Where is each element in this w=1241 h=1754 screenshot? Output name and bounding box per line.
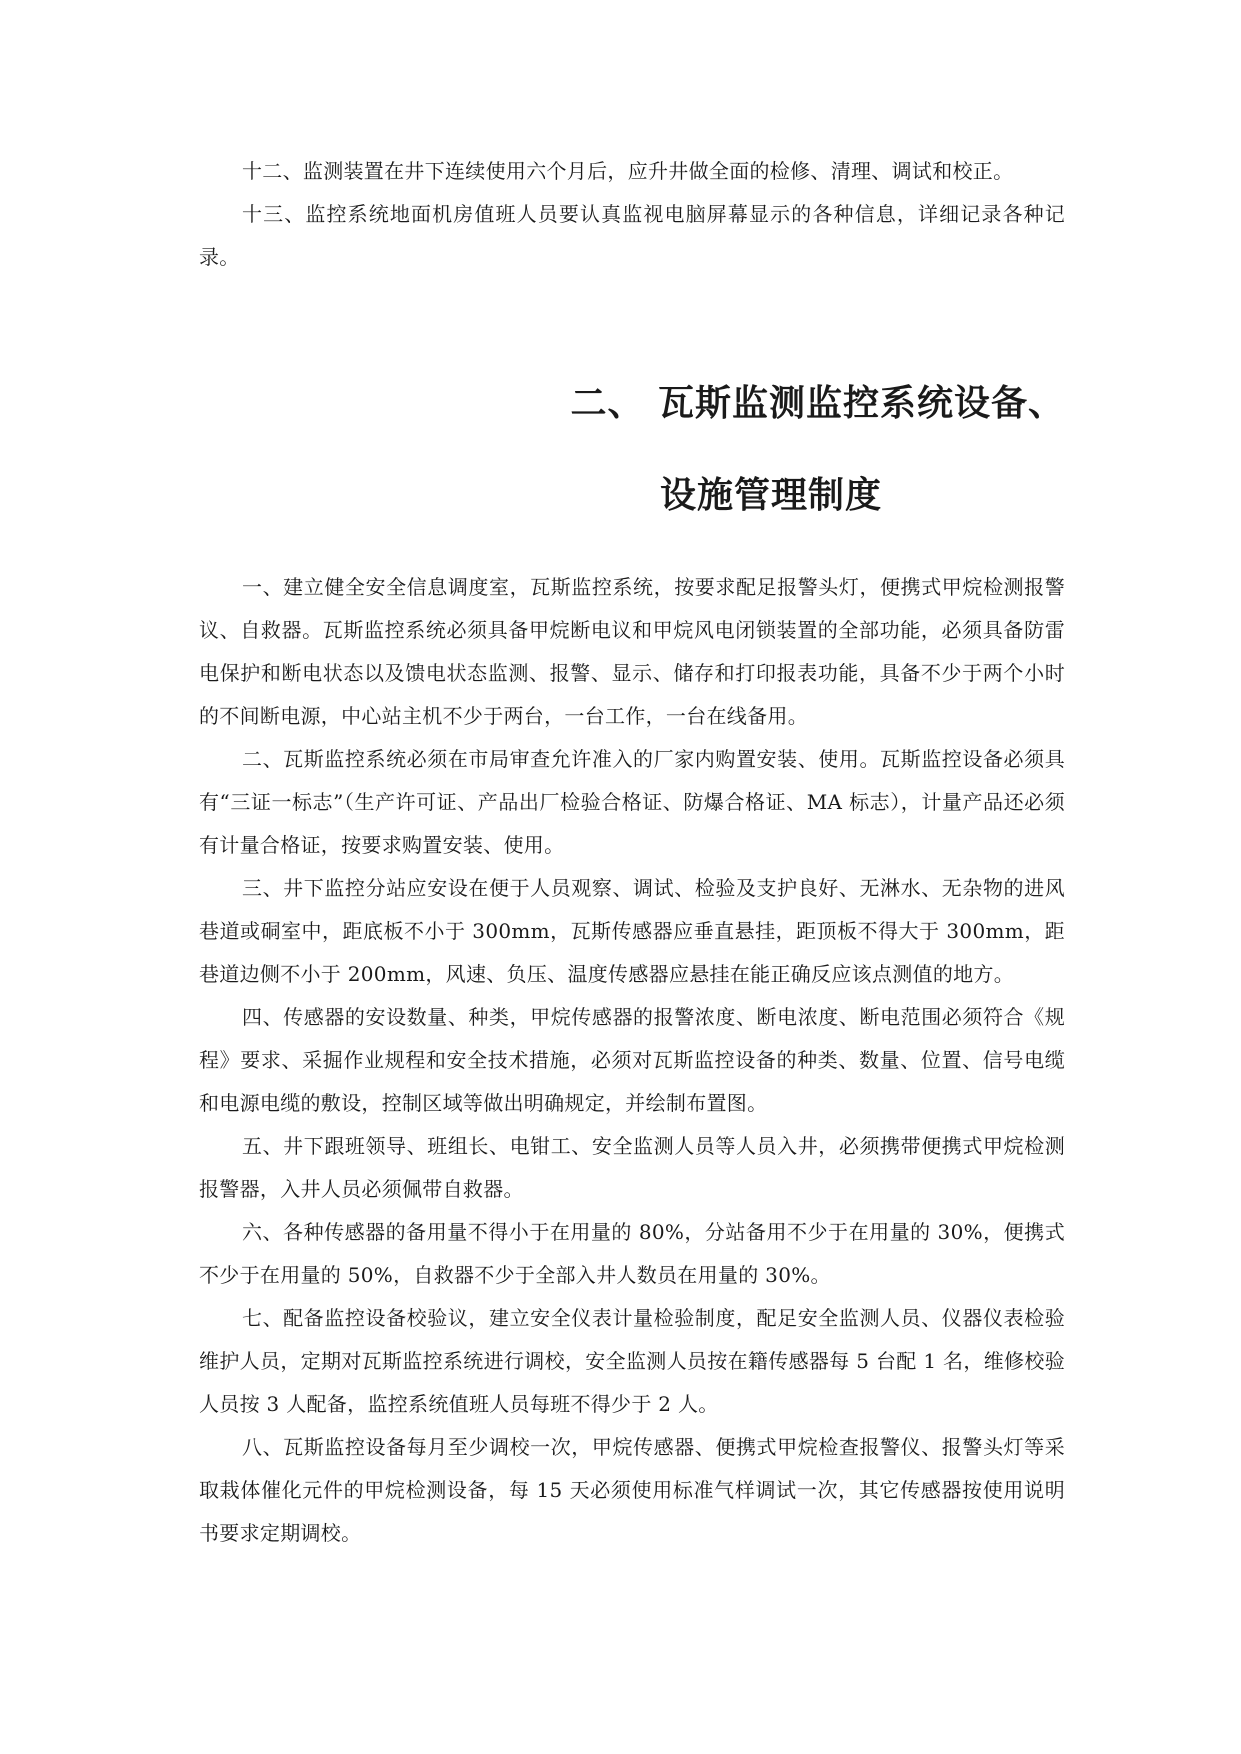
paragraph-2: 二、瓦斯监控系统必须在市局审查允许准入的厂家内购置安装、使用。瓦斯监控设备必须具有“三证一标志”（生产许可证、产品出厂检验合格证、防爆合格证、MA 标志），计量产品还必须有计量合格证，按要求购置安装、使用。 xyxy=(199,747,1065,857)
paragraph-8: 八、瓦斯监控设备每月至少调校一次，甲烷传感器、便携式甲烷检查报警仪、报警头灯等采取栽体催化元件的甲烷检测设备，每 15 天必须使用标准气样调试一次，其它传感器按使用说明书要求定期调校。 xyxy=(199,1435,1065,1545)
paragraph-1: 一、建立健全安全信息调度室，瓦斯监控系统，按要求配足报警头灯，便携式甲烷检测报警议、自救器。瓦斯监控系统必须具备甲烷断电议和甲烷风电闭锁装置的全部功能，必须具备防雷电保护和断电状态以及馈电状态监测、报警、显示、储存和打印报表功能，具备不少于两个小时的不间断电源，中心站主机不少于两台，一台工作，一台在线备用。 xyxy=(199,575,1065,728)
paragraph-7: 七、配备监控设备校验议，建立安全仪表计量检验制度，配足安全监测人员、仪器仪表检验维护人员，定期对瓦斯监控系统进行调校，安全监测人员按在籍传感器每 5 台配 1 名，维修校验人员按 3 人配备，监控系统值班人员每班不得少于 2 人。 xyxy=(199,1306,1065,1416)
section-heading-line2: 设施管理制度 xyxy=(660,474,883,516)
paragraph-12: 十二、监测装置在井下连续使用六个月后，应升井做全面的检修、清理、调试和校正。 xyxy=(242,159,1014,183)
main-text-block xyxy=(199,566,1065,1555)
paragraph-5: 五、井下跟班领导、班组长、电钳工、安全监测人员等人员入井，必须携带便携式甲烷检测报警器，入井人员必须佩带自救器。 xyxy=(199,1134,1065,1201)
paragraph-13: 十三、监控系统地面机房值班人员要认真监视电脑屏幕显示的各种信息，详细记录各种记录。 xyxy=(199,202,1065,269)
paragraph-3: 三、井下监控分站应安设在便于人员观察、调试、检验及支护良好、无淋水、无杂物的进风巷道或硐室中，距底板不小于 300mm，瓦斯传感器应垂直悬挂，距顶板不得大于 300mm，距巷道边侧不小于 200mm，风速、负压、温度传感器应悬挂在能正确反应该点测值的地方。 xyxy=(199,876,1065,986)
paragraph-6: 六、各种传感器的备用量不得小于在用量的 80%，分站备用不少于在用量的 30%，便携式不少于在用量的 50%，自救器不少于全部入井人数员在用量的 30%。 xyxy=(199,1220,1065,1287)
paragraph-4: 四、传感器的安设数量、种类，甲烷传感器的报警浓度、断电浓度、断电范围必须符合《规程》要求、采掘作业规程和安全技术措施，必须对瓦斯监控设备的种类、数量、位置、信号电缆和电源电缆的敷设，控制区域等做出明确规定，并绘制布置图。 xyxy=(199,1005,1065,1115)
section-heading-line1: 二、 瓦斯监测监控系统设备、 xyxy=(570,382,1065,424)
top-text-block xyxy=(199,150,1065,279)
